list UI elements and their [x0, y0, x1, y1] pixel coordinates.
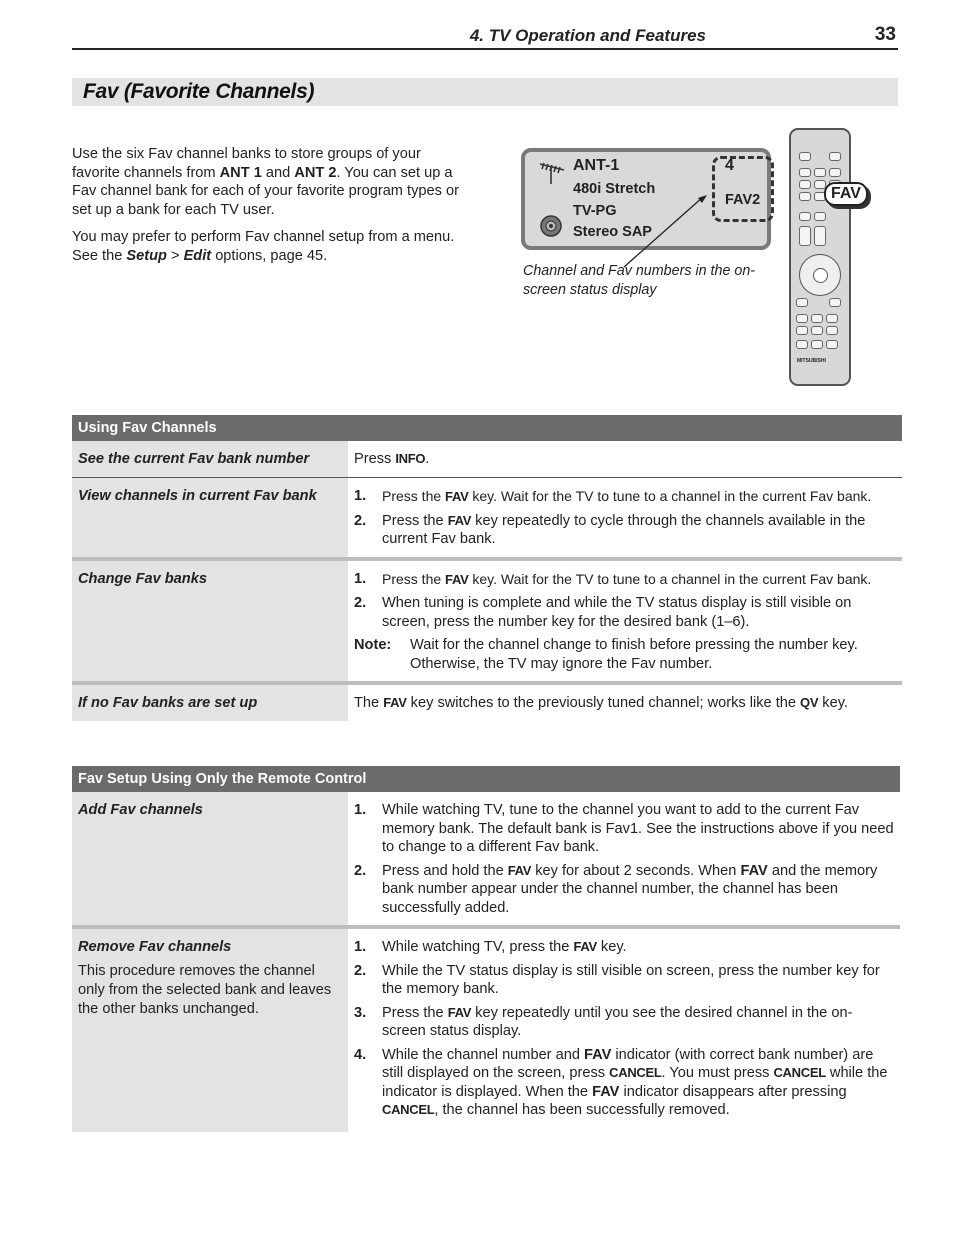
ant2-bold: ANT 2	[294, 164, 337, 181]
row-content	[348, 441, 902, 477]
text: .	[425, 451, 430, 467]
text: Press the	[382, 488, 446, 504]
chapter-title: 4. TV Operation and Features	[469, 26, 706, 45]
step-text: While watching TV, tune to the channel you want to add to the current Fav memory bank. The default bank is Fav1. See the instructions above if you need to change to a different Fav bank.	[382, 802, 894, 855]
step-number: 1.	[354, 570, 367, 587]
key-name: CANCEL	[609, 1065, 662, 1080]
fav-key-callout: FAV	[824, 182, 868, 206]
key-name: CANCEL	[773, 1065, 826, 1080]
fav-highlight-outline	[712, 156, 774, 222]
step	[354, 570, 898, 590]
step	[354, 487, 898, 507]
antenna-label: ANT-1	[573, 157, 620, 174]
step-number: 3.	[354, 1004, 367, 1021]
row-content	[348, 561, 902, 682]
step-text	[382, 1046, 896, 1120]
text: key. Wait for the TV to tune to a channel in the current Fav bank.	[468, 488, 872, 504]
text: while the indicator is displayed. When the	[382, 1065, 888, 1100]
fav-bold: FAV	[740, 862, 768, 879]
step	[354, 512, 898, 549]
text: options, page 45.	[211, 247, 328, 264]
ant1-bold: ANT 1	[219, 164, 262, 181]
using-fav-channels-table	[72, 415, 902, 721]
row-label: View channels in current Fav bank	[72, 478, 348, 557]
section-title: Fav (Favorite Channels)	[83, 80, 315, 103]
table-row	[72, 441, 902, 478]
text: key for about 2 seconds. When	[531, 862, 741, 879]
text: , the channel has been successfully removed.	[434, 1102, 730, 1118]
key-name: CANCEL	[382, 1102, 435, 1117]
fav-bold: FAV	[592, 1083, 620, 1100]
audio-label: Stereo SAP	[573, 224, 652, 240]
text: While watching TV, press the	[382, 939, 574, 955]
text: Press the	[382, 1004, 448, 1021]
row-label: Add Fav channels	[72, 792, 348, 925]
text: Press	[354, 451, 396, 467]
table-heading: Using Fav Channels	[72, 415, 902, 441]
table-row	[72, 478, 902, 561]
text: key.	[596, 939, 627, 955]
text: indicator disappears after pressing	[619, 1083, 847, 1100]
key-name: FAV	[447, 512, 472, 528]
text: You may prefer to perform Fav channel setup from a menu. See the	[72, 229, 455, 264]
channel-number: 4	[725, 157, 734, 174]
row-content	[348, 478, 902, 557]
note-label: Note:	[354, 637, 392, 653]
step-text	[382, 512, 898, 549]
row-content	[348, 929, 900, 1132]
step	[354, 801, 896, 857]
table-heading: Fav Setup Using Only the Remote Control	[72, 766, 900, 792]
text: and the memory bank number appear under the channel number, the channel has been successfully added.	[382, 862, 878, 916]
remote-brand: MITSUBISHI	[797, 358, 826, 364]
step	[354, 962, 896, 999]
table-row	[72, 685, 902, 721]
row-label-cell	[72, 929, 348, 1132]
note	[354, 636, 898, 673]
key-name: FAV	[445, 489, 469, 504]
disc-icon	[539, 214, 563, 238]
text: key.	[818, 695, 848, 711]
table-row	[72, 792, 900, 929]
note-text: Wait for the channel change to finish before pressing the number key. Otherwise, the TV may ignore the Fav number.	[410, 637, 858, 672]
step-number: 1.	[354, 802, 367, 818]
remote-control-image	[789, 128, 851, 386]
rating-label: TV-PG	[573, 203, 617, 219]
step-number: 2.	[354, 962, 367, 979]
text: Press and hold the	[382, 862, 508, 879]
step-number: 4.	[354, 1046, 367, 1063]
section-title-bar	[72, 78, 898, 106]
key-name: FAV	[445, 571, 469, 587]
text: Press the	[382, 512, 448, 529]
key-name: FAV	[447, 1004, 472, 1020]
text: key repeatedly until you see the desired channel in the on-screen status display.	[382, 1004, 853, 1039]
text: key. Wait for the TV to tune to a channel in the current Fav bank.	[468, 570, 872, 587]
step	[354, 594, 898, 631]
step-number: 1.	[354, 939, 367, 955]
text: . You must press	[661, 1065, 774, 1081]
row-label: Remove Fav channels	[78, 939, 232, 955]
row-label: If no Fav banks are set up	[72, 685, 348, 721]
page-number: 33	[874, 24, 896, 45]
edit-ref: Edit	[183, 247, 212, 264]
step-text: When tuning is complete and while the TV status display is still visible on screen, press the number key for the desired bank (1–6).	[382, 595, 852, 630]
text: and	[261, 164, 295, 181]
key-name: FAV	[383, 695, 407, 710]
step	[354, 1046, 896, 1120]
fav-bold: FAV	[584, 1046, 612, 1063]
step-text	[382, 938, 896, 957]
caption-leader-line	[620, 195, 710, 270]
text: >	[166, 247, 184, 264]
text: While the channel number and	[382, 1046, 585, 1063]
text: . You can set up a Fav channel bank for each of your favorite program types or set up a bank for each TV user.	[72, 164, 459, 218]
intro-paragraph-1	[72, 145, 472, 219]
antenna-icon	[537, 160, 567, 186]
step	[354, 938, 896, 957]
intro-text	[72, 145, 472, 275]
status-display-caption: Channel and Fav numbers in the on-screen status display	[523, 263, 756, 298]
step-number: 2.	[354, 512, 367, 529]
key-name: FAV	[507, 862, 532, 878]
key-name: QV	[800, 695, 819, 710]
step-text	[382, 862, 896, 918]
step-text	[382, 1004, 896, 1041]
text: The	[354, 695, 384, 711]
intro-paragraph-2	[72, 228, 472, 265]
key-name: INFO	[395, 451, 426, 466]
step-text: While the TV status display is still visible on screen, press the number key for the memory bank.	[382, 962, 880, 997]
key-name: FAV	[573, 939, 597, 954]
text: indicator (with correct bank number) are still displayed on the screen, press	[382, 1046, 874, 1081]
text: key repeatedly to cycle through the channels available in the current Fav bank.	[382, 512, 866, 547]
text: key switches to the previously tuned channel; works like the	[406, 695, 801, 711]
step-number: 2.	[354, 595, 367, 611]
row-label: See the current Fav bank number	[72, 441, 348, 477]
page-header	[72, 24, 898, 50]
step-number: 1.	[354, 488, 367, 504]
step-text	[382, 487, 898, 507]
text: Press the	[382, 570, 446, 587]
text: Use the six Fav channel banks to store groups of your favorite channels from	[72, 146, 421, 181]
step-number: 2.	[354, 862, 367, 879]
table-row	[72, 929, 900, 1132]
resolution-label: 480i Stretch	[573, 181, 656, 197]
fav-bank-label: FAV2	[725, 192, 761, 208]
step	[354, 862, 896, 918]
step-text	[382, 570, 898, 590]
step	[354, 1004, 896, 1041]
setup-ref: Setup	[126, 247, 167, 264]
fav-setup-table	[72, 766, 900, 1132]
table-row	[72, 561, 902, 686]
row-sublabel: This procedure removes the channel only from the selected bank and leaves the other banks unchanged.	[78, 963, 332, 1017]
row-content	[348, 685, 902, 721]
row-label: Change Fav banks	[72, 561, 348, 682]
row-content	[348, 792, 900, 925]
